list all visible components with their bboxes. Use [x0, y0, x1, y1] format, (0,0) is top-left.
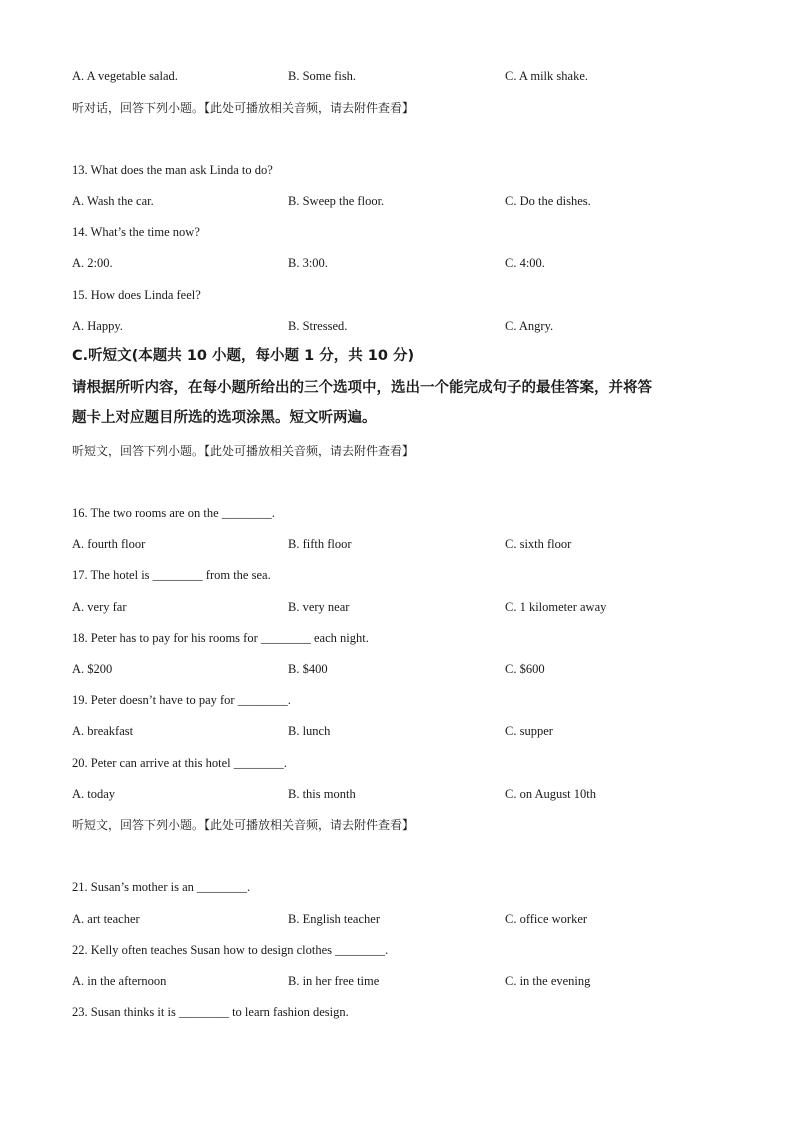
q18-option-a: A. $200 — [72, 662, 113, 676]
prev-option-a: A. A vegetable salad. — [72, 69, 178, 83]
q20-option-b: B. this month — [288, 787, 356, 801]
q15-option-c: C. Angry. — [505, 319, 554, 333]
q19-option-b: B. lunch — [288, 724, 331, 738]
q13-option-c: C. Do the dishes. — [505, 194, 591, 208]
question-17: 17. The hotel is ________ from the sea. — [72, 568, 271, 582]
q16-option-a: A. fourth floor — [72, 537, 146, 551]
q16-option-c: C. sixth floor — [505, 537, 572, 551]
q13-option-a: A. Wash the car. — [72, 194, 154, 208]
section-c-instruction-line-1: 请根据所听内容，在每小题所给出的三个选项中，选出一个能完成句子的最佳答案，并将答 — [72, 380, 652, 396]
q21-option-b: B. English teacher — [288, 912, 380, 926]
question-18: 18. Peter has to pay for his rooms for ________ each night. — [72, 631, 369, 645]
listen-dialogue-note: 听对话，回答下列小题。【此处可播放相关音频，请去附件查看】 — [72, 101, 415, 115]
q19-option-c: C. supper — [505, 724, 553, 738]
question-19: 19. Peter doesn’t have to pay for ________. — [72, 693, 291, 707]
prev-option-c: C. A milk shake. — [505, 69, 588, 83]
q15-option-a: A. Happy. — [72, 319, 123, 333]
question-16: 16. The two rooms are on the ________. — [72, 506, 275, 520]
question-23: 23. Susan thinks it is ________ to learn fashion design. — [72, 1005, 349, 1019]
question-14: 14. What’s the time now? — [72, 225, 200, 239]
q19-option-a: A. breakfast — [72, 724, 134, 738]
q22-option-a: A. in the afternoon — [72, 974, 167, 988]
question-22: 22. Kelly often teaches Susan how to design clothes ________. — [72, 943, 389, 957]
q14-option-a: A. 2:00. — [72, 256, 113, 270]
question-21: 21. Susan’s mother is an ________. — [72, 880, 251, 894]
section-c-title: C.听短文(本题共 10 小题，每小题 1 分，共 10 分) — [72, 348, 415, 364]
q18-option-b: B. $400 — [288, 662, 328, 676]
q20-option-c: C. on August 10th — [505, 787, 596, 801]
q22-option-c: C. in the evening — [505, 974, 591, 988]
q17-option-b: B. very near — [288, 600, 350, 614]
q17-option-c: C. 1 kilometer away — [505, 600, 607, 614]
q13-option-b: B. Sweep the floor. — [288, 194, 385, 208]
q20-option-a: A. today — [72, 787, 116, 801]
q14-option-c: C. 4:00. — [505, 256, 545, 270]
section-c-instruction-line-2: 题卡上对应题目所选的选项涂黑。短文听两遍。 — [72, 410, 377, 426]
question-20: 20. Peter can arrive at this hotel ________. — [72, 756, 287, 770]
q17-option-a: A. very far — [72, 600, 127, 614]
q21-option-a: A. art teacher — [72, 912, 140, 926]
question-15: 15. How does Linda feel? — [72, 288, 201, 302]
q14-option-b: B. 3:00. — [288, 256, 328, 270]
listen-passage-note-1: 听短文，回答下列小题。【此处可播放相关音频，请去附件查看】 — [72, 444, 415, 458]
q15-option-b: B. Stressed. — [288, 319, 348, 333]
listen-passage-note-2: 听短文，回答下列小题。【此处可播放相关音频，请去附件查看】 — [72, 818, 415, 832]
q22-option-b: B. in her free time — [288, 974, 380, 988]
q18-option-c: C. $600 — [505, 662, 545, 676]
question-13: 13. What does the man ask Linda to do? — [72, 163, 273, 177]
q16-option-b: B. fifth floor — [288, 537, 352, 551]
prev-option-b: B. Some fish. — [288, 69, 357, 83]
q21-option-c: C. office worker — [505, 912, 588, 926]
